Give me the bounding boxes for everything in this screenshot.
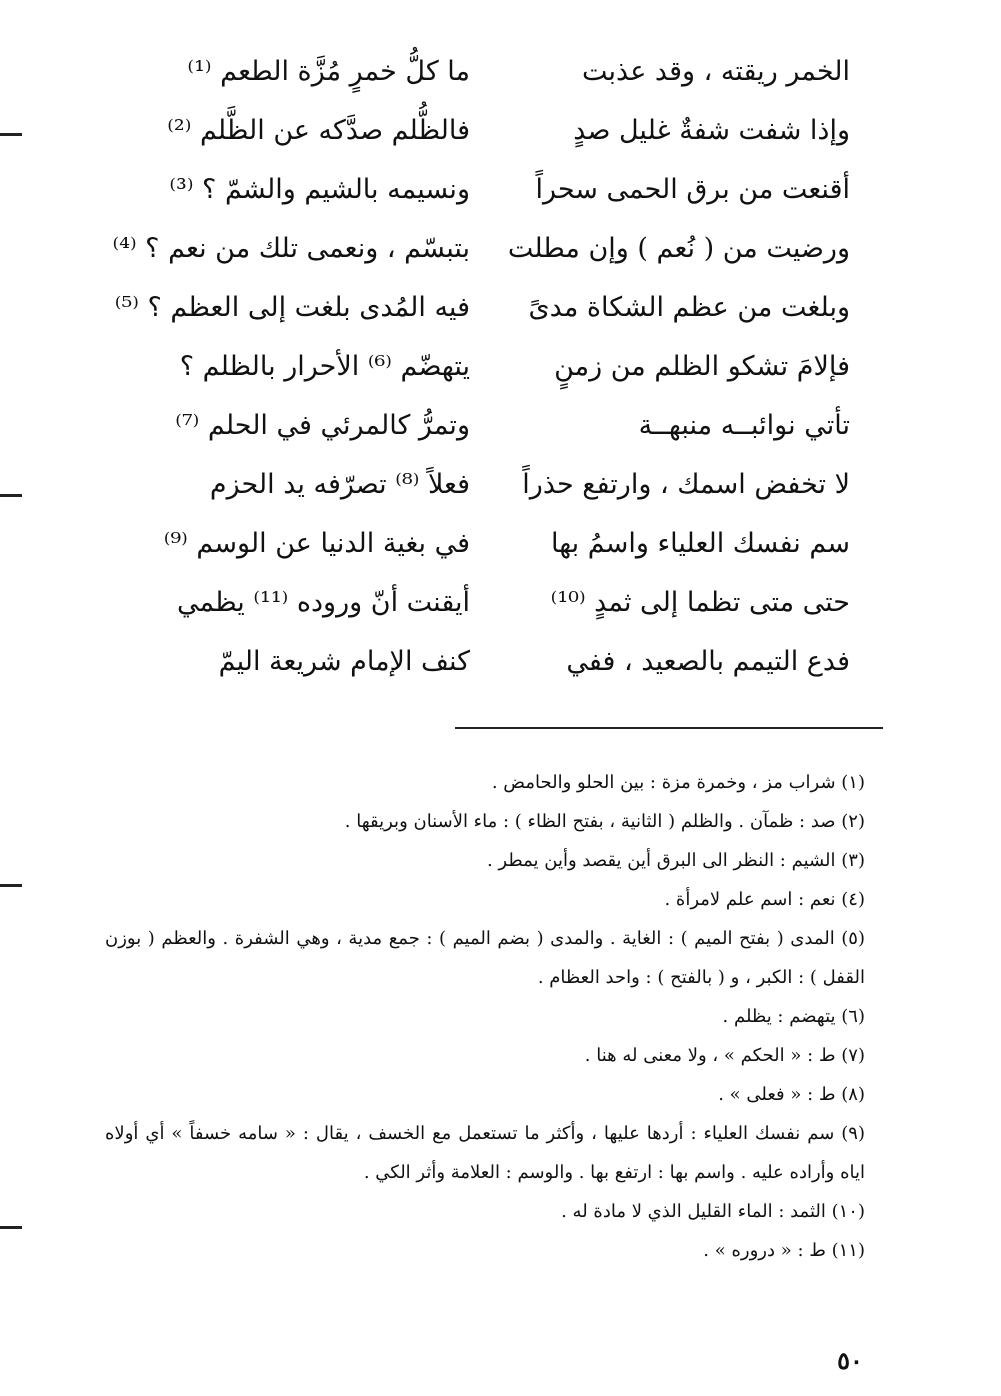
verse-second-hemistich: يتهضّم ⁽⁶⁾ الأحرار بالظلم ؟ (179, 351, 470, 382)
verse (150, 101, 850, 160)
footnote-divider (455, 727, 883, 729)
verse (150, 455, 850, 514)
verse-second-hemistich: بتبسّم ، ونعمى تلك من نعم ؟ ⁽⁴⁾ (112, 233, 470, 264)
verse (150, 396, 850, 455)
footnote: (٢) صد : ظمآن . والظلم ( الثانية ، بفتح الظاء ) : ماء الأسنان وبريقها . (344, 811, 865, 832)
verse-second-hemistich: في بغية الدنيا عن الوسم ⁽⁹⁾ (163, 528, 470, 559)
verse-first-hemistich: تأتي نوائبــه منبهــة (638, 410, 850, 441)
verse (150, 160, 850, 219)
verse-first-hemistich: وبلغت من عظم الشكاة مدىً (528, 292, 850, 323)
poem (112, 42, 850, 691)
footnote: (٤) نعم : اسم علم لامرأة . (664, 889, 865, 910)
verse-second-hemistich: وتمرُّ كالمرئي في الحلم ⁽⁷⁾ (175, 410, 470, 441)
footnote: (٨) ط : « فعلى » . (718, 1084, 865, 1105)
margin-mark (0, 1226, 22, 1229)
verse (150, 337, 850, 396)
margin-mark (0, 884, 22, 887)
verse-second-hemistich: فالظُّلم صدَّكه عن الظَّلم ⁽²⁾ (167, 115, 470, 146)
footnote: (١٠) الثمد : الماء القليل الذي لا مادة له . (561, 1201, 865, 1222)
footnote: (١) شراب مز ، وخمرة مزة : بين الحلو والحامض . (491, 772, 865, 793)
verse-first-hemistich: ورضيت من ( نُعم ) وإن مطلت (507, 233, 850, 264)
footnote: (٣) الشيم : النظر الى البرق أين يقصد وأين يمطر . (486, 850, 865, 871)
verse-first-hemistich: وإذا شفت شفةٌ غليل صدٍ (573, 115, 850, 146)
verse (150, 632, 850, 691)
verse-first-hemistich: لا تخفض اسمك ، وارتفع حذراً (522, 469, 850, 500)
verse-second-hemistich: كنف الإمام شريعة اليمّ (218, 646, 470, 677)
verse-first-hemistich: الخمر ريقته ، وقد عذبت (582, 56, 850, 87)
footnote: (٦) يتهضم : يظلم . (722, 1006, 865, 1027)
verse-second-hemistich: فعلاً ⁽⁸⁾ تصرّفه يد الحزم (209, 469, 470, 500)
verse-first-hemistich: سم نفسك العلياء واسمُ بها (550, 528, 850, 559)
footnote: (٩) سم نفسك العلياء : أردها عليها ، وأكثر ما تستعمل مع الخسف ، يقال : « سامه خسفاً » أي أولاه اياه وأراده عليه . واسم بها : ارتفع بها . والوسم : العلامة وأثر الكي . (105, 1123, 865, 1183)
verse-second-hemistich: ونسيمه بالشيم والشمّ ؟ ⁽³⁾ (169, 174, 470, 205)
verse-second-hemistich: أيقنت أنّ وروده ⁽¹¹⁾ يظمي (177, 587, 470, 618)
footnote: (٥) المدى ( بفتح الميم ) : الغاية . والمدى ( بضم الميم ) : جمع مدية ، وهي الشفرة . والعظم ( بوزن القفل ) : الكبر ، و ( بالفتح ) : واحد العظام . (105, 928, 865, 988)
verse (114, 278, 850, 337)
verse-second-hemistich: فيه المُدى بلغت إلى العظم ؟ ⁽⁵⁾ (114, 292, 470, 323)
verse-first-hemistich: حتى متى تظما إلى ثمدٍ ⁽¹⁰⁾ (550, 587, 850, 618)
verse-first-hemistich: فإلامَ تشكو الظلم من زمنٍ (554, 351, 850, 382)
footnote: (٧) ط : « الحكم » ، ولا معنى له هنا . (584, 1045, 865, 1066)
page-number: ٥٠ (837, 1346, 863, 1375)
verse (150, 42, 850, 101)
verse-first-hemistich: فدع التيمم بالصعيد ، ففي (566, 646, 850, 677)
margin-mark (0, 494, 22, 497)
verse-first-hemistich: أقنعت من برق الحمى سحراً (535, 174, 850, 205)
verse (150, 514, 850, 573)
footnotes (105, 763, 865, 1270)
verse-second-hemistich: ما كلُّ خمرٍ مُزَّة الطعم ⁽¹⁾ (187, 56, 470, 87)
margin-mark (0, 133, 22, 136)
verse (112, 219, 850, 278)
verse (150, 573, 850, 632)
footnote: (١١) ط : « دروره » . (703, 1240, 865, 1261)
